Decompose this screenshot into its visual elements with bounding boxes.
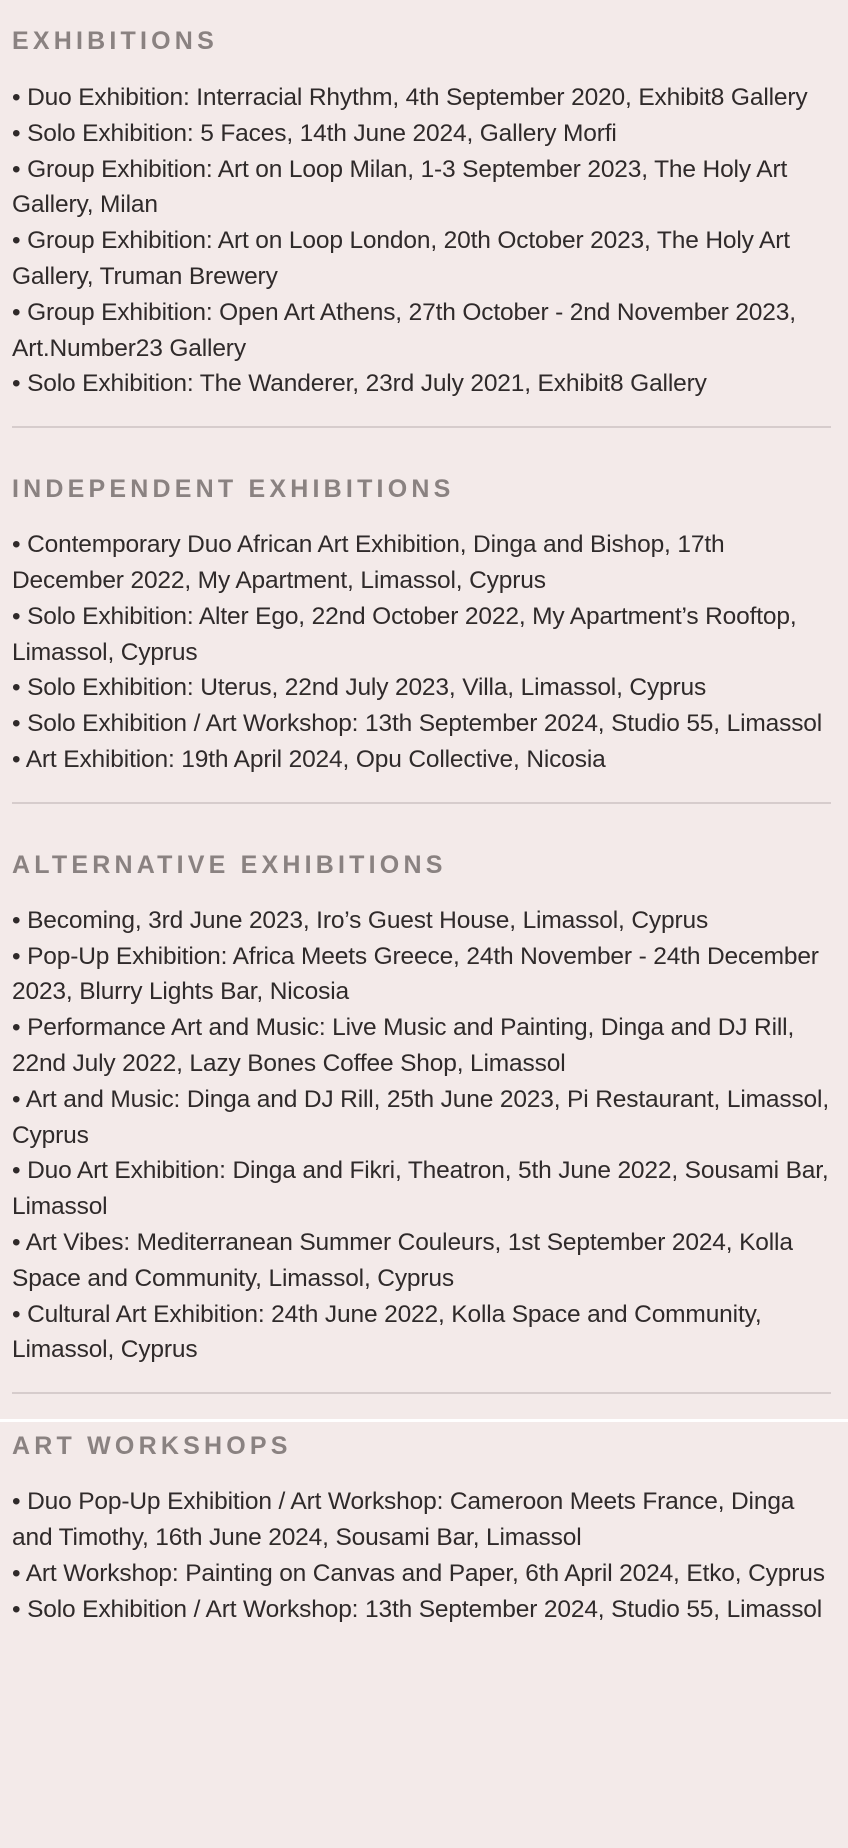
list-item: • Contemporary Duo African Art Exhibition, Dinga and Bishop, 17th December 2022, My Apartment, Limassol, Cyprus [12,531,725,594]
list-item: • Art Workshop: Painting on Canvas and Paper, 6th April 2024, Etko, Cyprus [12,1559,825,1587]
list-item: • Becoming, 3rd June 2023, Iro’s Guest House, Limassol, Cyprus [12,906,709,934]
list-item: • Solo Exhibition: Alter Ego, 22nd October 2022, My Apartment’s Rooftop, Limassol, Cyprus [12,602,797,666]
list-item: • Cultural Art Exhibition: 24th June 2022, Kolla Space and Community, Limassol, Cyprus [12,1300,762,1364]
list-item: • Solo Exhibition / Art Workshop: 13th September 2024, Studio 55, Limassol [12,1595,823,1623]
list-item: • Art and Music: Dinga and DJ Rill, 25th June 2023, Pi Restaurant, Limassol, Cyprus [12,1085,829,1149]
art-workshop-list [12,1484,836,1627]
list-item: • Group Exhibition: Art on Loop Milan, 1-3 September 2023, The Holy Art Gallery, Milan [12,155,788,219]
list-item: • Art Exhibition: 19th April 2024, Opu Collective, Nicosia [12,745,606,773]
section-divider [12,1392,831,1394]
section-exhibitions [0,0,848,402]
section-independent-exhibitions [0,428,848,778]
list-item: • Performance Art and Music: Live Music and Painting, Dinga and DJ Rill, 22nd July 2022, Lazy Bones Coffee Shop, Limassol [12,1014,795,1077]
section-heading: ART WORKSHOPS [12,1432,292,1461]
alternative-exhibition-list [12,903,836,1368]
list-item: • Pop-Up Exhibition: Africa Meets Greece, 24th November - 24th December 2023, Blurry Lights Bar, Nicosia [12,942,819,1006]
list-item: • Duo Art Exhibition: Dinga and Fikri, Theatron, 5th June 2022, Sousami Bar, Limassol [12,1157,829,1221]
independent-exhibition-list [12,527,836,778]
list-item: • Group Exhibition: Open Art Athens, 27th October - 2nd November 2023, Art.Number23 Gallery [12,298,796,362]
list-item: • Solo Exhibition / Art Workshop: 13th September 2024, Studio 55, Limassol [12,710,823,738]
list-item: • Duo Exhibition: Interracial Rhythm, 4th September 2020, Exhibit8 Gallery [12,84,808,111]
list-item: • Solo Exhibition: The Wanderer, 23rd July 2021, Exhibit8 Gallery [12,370,707,398]
list-item: • Solo Exhibition: 5 Faces, 14th June 2024, Gallery Morfi [12,119,617,147]
section-art-workshops [0,1422,848,1627]
section-alternative-exhibitions [0,804,848,1368]
list-item: • Art Vibes: Mediterranean Summer Couleurs, 1st September 2024, Kolla Space and Community, Limassol, Cyprus [12,1228,793,1292]
exhibition-list [12,80,836,402]
list-item: • Duo Pop-Up Exhibition / Art Workshop: Cameroon Meets France, Dinga and Timothy, 16th June 2024, Sousami Bar, Limassol [12,1488,795,1551]
list-item: • Solo Exhibition: Uterus, 22nd July 2023, Villa, Limassol, Cyprus [12,674,707,702]
section-heading: INDEPENDENT EXHIBITIONS [12,475,455,504]
list-item: • Group Exhibition: Art on Loop London, 20th October 2023, The Holy Art Gallery, Truman Brewery [12,227,790,290]
section-heading: EXHIBITIONS [12,27,218,55]
section-heading: ALTERNATIVE EXHIBITIONS [12,850,447,879]
